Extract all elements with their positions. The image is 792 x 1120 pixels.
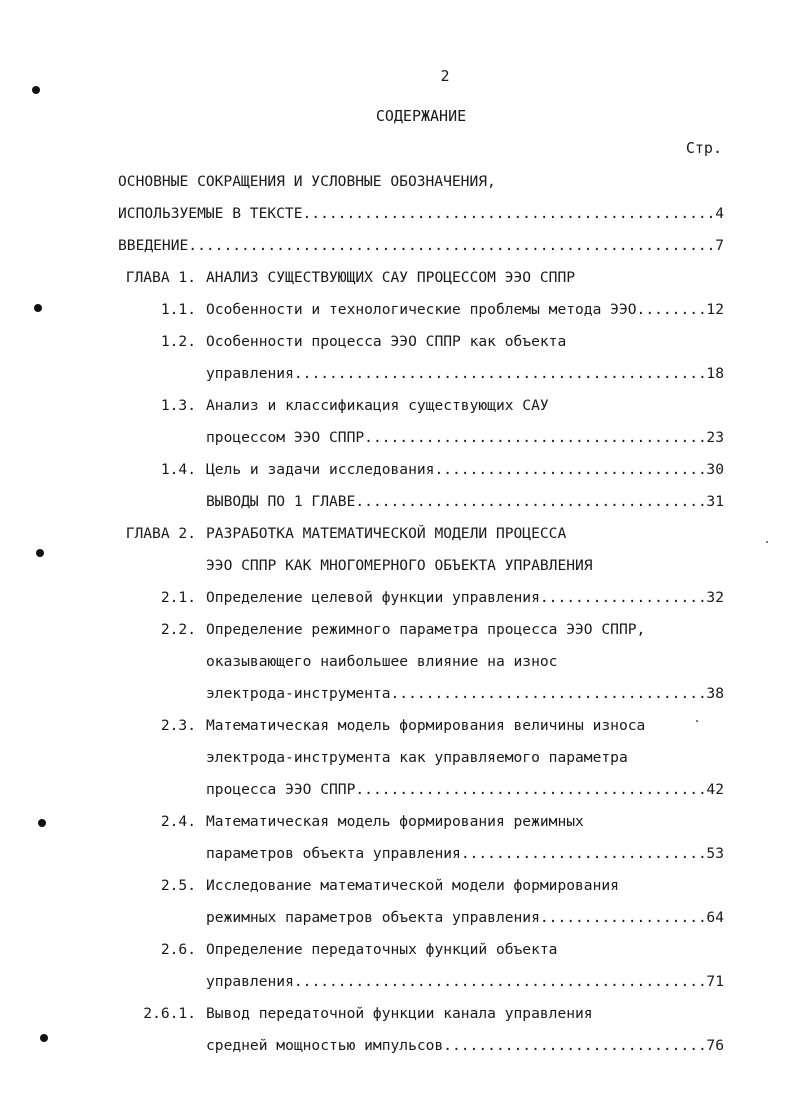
toc-line xyxy=(118,172,724,204)
toc-entry-number: 1.3. xyxy=(160,397,196,414)
leader-dots xyxy=(303,204,716,236)
toc-entry-page: 18 xyxy=(706,365,724,382)
leader-dots xyxy=(540,588,707,620)
toc-entry-number: ГЛАВА 2. xyxy=(125,525,196,542)
toc-entry-text: ВВЕДЕНИЕ xyxy=(118,237,189,254)
toc-line xyxy=(118,268,724,300)
toc-line xyxy=(118,556,724,588)
toc-entry-page: 42 xyxy=(706,781,724,798)
binder-hole-mark xyxy=(34,304,42,312)
scan-speck xyxy=(766,541,768,543)
toc-line xyxy=(118,812,724,844)
toc-entry-text: Определение целевой функции управления xyxy=(206,589,540,606)
toc-entry-number: ГЛАВА 1. xyxy=(125,269,196,286)
leader-dots xyxy=(540,908,707,940)
toc-entry-number: 2.4. xyxy=(160,813,196,830)
leader-dots xyxy=(443,1036,706,1068)
leader-dots xyxy=(355,492,706,524)
toc-line xyxy=(118,524,724,556)
toc-entry-number xyxy=(118,748,206,780)
toc-entry-number xyxy=(118,972,206,1004)
toc-entry-text: Цель и задачи исследования xyxy=(206,461,435,478)
toc-entry-page: 30 xyxy=(706,461,724,478)
toc-line xyxy=(118,460,724,492)
toc-entry-number: 2.5. xyxy=(160,877,196,894)
toc-entry-text: электрода-инструмента xyxy=(206,685,391,702)
toc-entry-text: АНАЛИЗ СУЩЕСТВУЮЩИХ САУ ПРОЦЕССОМ ЭЭО СППР xyxy=(206,269,576,286)
toc-entry-number: 1.4. xyxy=(160,461,196,478)
leader-dots xyxy=(434,460,706,492)
toc-entry-page: 76 xyxy=(706,1037,724,1054)
toc-line xyxy=(118,588,724,620)
leader-dots xyxy=(188,236,715,268)
toc-entry-text: РАЗРАБОТКА МАТЕМАТИЧЕСКОЙ МОДЕЛИ ПРОЦЕССА xyxy=(206,525,567,542)
binder-hole-mark xyxy=(36,549,44,557)
toc-entry-text: ВЫВОДЫ ПО 1 ГЛАВЕ xyxy=(206,493,356,510)
binder-hole-mark xyxy=(38,819,46,827)
toc-line xyxy=(118,972,724,1004)
leader-dots xyxy=(294,972,707,1004)
binder-hole-mark xyxy=(40,1034,48,1042)
toc-entry-number xyxy=(118,780,206,812)
toc-entry-page: 53 xyxy=(706,845,724,862)
toc-entry-number: 2.3. xyxy=(160,717,196,734)
toc-entry-text: ИСПОЛЬЗУЕМЫЕ В ТЕКСТЕ xyxy=(118,205,303,222)
leader-dots xyxy=(364,428,706,460)
toc-line xyxy=(118,748,724,780)
toc-line xyxy=(118,844,724,876)
toc-entry-text: процесса ЭЭО СППР xyxy=(206,781,356,798)
toc-line xyxy=(118,236,724,268)
toc-entry-text: управления xyxy=(206,973,294,990)
toc-line xyxy=(118,364,724,396)
toc-entry-text: Определение передаточных функций объекта xyxy=(206,941,558,958)
leader-dots xyxy=(637,300,707,332)
toc-line xyxy=(118,876,724,908)
toc-entry-number: 2.6.1. xyxy=(143,1005,196,1022)
toc-entry-number: 1.2. xyxy=(160,333,196,350)
toc-entry-page: 31 xyxy=(706,493,724,510)
toc-entry-text: средней мощностью импульсов xyxy=(206,1037,444,1054)
toc-entry-text: электрода-инструмента как управляемого параметра xyxy=(206,749,628,766)
leader-dots xyxy=(355,780,706,812)
toc-entry-text: Исследование математической модели формирования xyxy=(206,877,619,894)
toc-entry-page: 4 xyxy=(715,205,724,222)
toc-line xyxy=(118,204,724,236)
toc-entry-number: 2.6. xyxy=(160,941,196,958)
toc-entry-page: 71 xyxy=(706,973,724,990)
toc-entry-number: 2.1. xyxy=(160,589,196,606)
toc-line xyxy=(118,940,724,972)
toc-entry-number xyxy=(118,652,206,684)
toc-entry-page: 64 xyxy=(706,909,724,926)
toc-entry-text: Математическая модель формирования величины износа xyxy=(206,717,646,734)
toc-entry-number xyxy=(118,428,206,460)
toc-line xyxy=(118,1004,724,1036)
toc-line xyxy=(118,396,724,428)
toc-entry-text: Анализ и классификация существующих САУ xyxy=(206,397,549,414)
toc-entry-text: ЭЭО СППР КАК МНОГОМЕРНОГО ОБЪЕКТА УПРАВЛЕНИЯ xyxy=(206,557,593,574)
toc-line xyxy=(118,652,724,684)
toc-entry-text: Математическая модель формирования режимных xyxy=(206,813,584,830)
toc-line xyxy=(118,716,724,748)
page-column-label: Стр. xyxy=(685,139,722,157)
scan-speck xyxy=(696,720,698,722)
toc-entry-number xyxy=(118,844,206,876)
toc-entry-number xyxy=(118,492,206,524)
toc-line xyxy=(118,428,724,460)
toc-line xyxy=(118,300,724,332)
toc-entry-text: управления xyxy=(206,365,294,382)
toc-line xyxy=(118,780,724,812)
toc-entry-text: оказывающего наибольшее влияние на износ xyxy=(206,653,558,670)
toc-line xyxy=(118,1036,724,1068)
toc-entry-number xyxy=(118,908,206,940)
toc-entry-number: 2.2. xyxy=(160,621,196,638)
leader-dots xyxy=(391,684,707,716)
toc-entry-page: 23 xyxy=(706,429,724,446)
page-number: 2 xyxy=(440,67,450,85)
toc-entry-page: 12 xyxy=(706,301,724,318)
toc-entry-page: 32 xyxy=(706,589,724,606)
toc-entry-number xyxy=(118,684,206,716)
binder-hole-mark xyxy=(32,86,40,94)
toc-entry-number: 1.1. xyxy=(160,301,196,318)
toc-entry-text: ОСНОВНЫЕ СОКРАЩЕНИЯ И УСЛОВНЫЕ ОБОЗНАЧЕНИЯ, xyxy=(118,173,496,190)
toc-entry-text: Особенности и технологические проблемы метода ЭЭО xyxy=(206,301,637,318)
toc-line xyxy=(118,492,724,524)
toc-line xyxy=(118,908,724,940)
toc-entry-text: процессом ЭЭО СППР xyxy=(206,429,365,446)
leader-dots xyxy=(294,364,707,396)
toc-entry-text: Особенности процесса ЭЭО СППР как объекта xyxy=(206,333,567,350)
toc-line xyxy=(118,684,724,716)
toc-entry-number xyxy=(118,556,206,588)
leader-dots xyxy=(461,844,707,876)
toc-entry-page: 7 xyxy=(715,237,724,254)
page-title: СОДЕРЖАНИЕ xyxy=(375,107,467,125)
toc-entry-number xyxy=(118,1036,206,1068)
table-of-contents xyxy=(118,172,724,1068)
toc-entry-text: Определение режимного параметра процесса ЭЭО СППР, xyxy=(206,621,646,638)
toc-entry-text: Вывод передаточной функции канала управления xyxy=(206,1005,593,1022)
toc-line xyxy=(118,332,724,364)
toc-entry-page: 38 xyxy=(706,685,724,702)
toc-entry-text: режимных параметров объекта управления xyxy=(206,909,540,926)
toc-line xyxy=(118,620,724,652)
toc-entry-text: параметров объекта управления xyxy=(206,845,461,862)
toc-entry-number xyxy=(118,364,206,396)
